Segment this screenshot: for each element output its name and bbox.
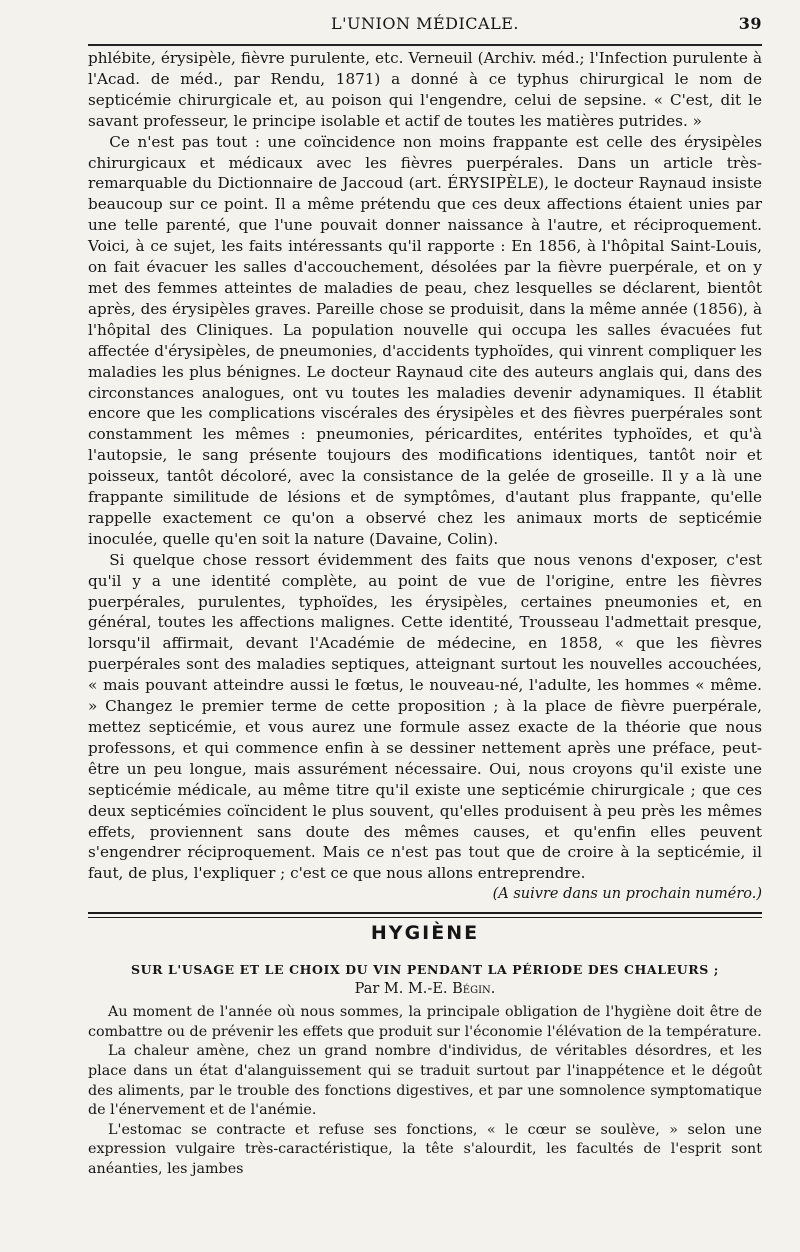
page-number: 39	[738, 14, 762, 33]
paragraph: Au moment de l'année où nous sommes, la principale obligation de l'hygiène doit être de combattre ou de prévenir les effets que produit sur l'économie l'élévation de la température.	[88, 1004, 762, 1040]
page-body	[88, 48, 762, 1180]
paragraph-continued: phlébite, érysipèle, fièvre purulente, etc. Verneuil (Archiv. méd.; l'Infection purulente à l'Acad. de méd., par Rendu, 1871) a donné à ce typhus chirurgical le nom de septicémie chirurgicale et, au poison qui l'engendre, celui de sepsine. « C'est, dit le savant professeur, le principe isolable et actif de toutes les matières putrides. »	[88, 49, 762, 130]
paragraph: La chaleur amène, chez un grand nombre d'individus, de véritables désordres, et les place dans un état d'alanguissement qui se traduit surtout par l'inappétence et le dégoût des aliments, par le trouble des fonctions digestives, et par une somnolence symptomatique de l'énervement et de l'anémie.	[88, 1043, 762, 1119]
article-title: SUR L'USAGE ET LE CHOIX DU VIN PENDANT LA PÉRIODE DES CHALEURS ;	[130, 962, 720, 978]
to-be-continued-note: (A suivre dans un prochain numéro.)	[492, 886, 762, 903]
running-header	[88, 14, 762, 40]
paragraph: L'estomac se contracte et refuse ses fonctions, « le cœur se soulève, » selon une expression vulgaire très-caractéristique, la tête s'alourdit, les facultés de l'esprit sont anéanties, les jambes	[88, 1121, 762, 1177]
section-heading: HYGIÈNE	[370, 922, 480, 945]
journal-title: L'UNION MÉDICALE.	[331, 14, 519, 33]
header-rule	[88, 44, 762, 46]
paragraph: Si quelque chose ressort évidemment des faits que nous venons d'exposer, c'est qu'il y a une identité complète, au point de vue de l'origine, entre les fièvres puerpérales, purulentes, typhoïdes, les érysipèles, certaines pneumonies et, en général, toutes les affections malignes. Cette identité, Trousseau l'admettait presque, lorsqu'il affirmait, devant l'Académie de médecine, en 1858, « que les fièvres puerpérales sont des maladies septiques, atteignant surtout les nouvelles accouchées, « mais pouvant atteindre aussi le fœtus, le nouveau-né, l'adulte, les hommes « même. » Changez le premier terme de cette proposition ; à la place de fièvre puerpérale, mettez septicémie, et vous aurez une formule assez exacte de la théorie que nous professons, et qui commence enfin à se dessiner nettement après une préface, peut-être un peu longue, mais assurément nécessaire. Oui, nous croyons qu'il existe une septicémie médicale, au même titre qu'il existe une septicémie chirurgicale ; que ces deux septicémies coïncident le plus souvent, qu'elles produisent à peu près les mêmes effets, proviennent sans doute des mêmes causes, et qu'enfin elles peuvent s'engendrer réciproquement. Mais ce n'est pas tout que de croire à la septicémie, il faut, de plus, l'expliquer ; c'est ce que nous allons entreprendre.	[88, 550, 762, 883]
article-body	[88, 1003, 762, 1179]
author-name: Bégin.	[452, 981, 496, 998]
byline-prefix: Par M. M.-E.	[354, 981, 453, 998]
byline	[88, 981, 762, 997]
paragraph: Ce n'est pas tout : une coïncidence non moins frappante est celle des érysipèles chirurgicaux et médicaux avec les fièvres puerpérales. Dans un article très-remarquable du Dictionnaire de Jaccoud (art. ÉRYSIPÈLE), le docteur Raynaud insiste beaucoup sur ce point. Il a même prétendu que ces deux affections étaient unies par une telle parenté, que l'une pouvait donner naissance à l'autre, et réciproquement. Voici, à ce sujet, les faits intéressants qu'il rapporte : En 1856, à l'hôpital Saint-Louis, on fait évacuer les salles d'accouchement, désolées par la fièvre puerpérale, et on y met des femmes atteintes de maladies de peau, chez lesquelles se déclarent, bientôt après, des érysipèles graves. Pareille chose se produisit, dans la même année (1856), à l'hôpital des Cliniques. La population nouvelle qui occupa les salles évacuées fut affectée d'érysipèles, de pneumonies, d'accidents typhoïdes, qui vinrent compliquer les maladies les plus bénignes. Le docteur Raynaud cite des auteurs anglais qui, dans des circonstances analogues, ont vu toutes les maladies devenir adynamiques. Il établit encore que les complications viscérales des érysipèles et des fièvres puerpérales sont constamment les mêmes : pneumonies, péricardites, entérites typhoïdes, et qu'à l'autopsie, le sang présente toujours des modifications identiques, tantôt noir et poisseux, tantôt décoloré, avec la consistance de la gelée de groseille. Il y a là une frappante similitude de lésions et de symptômes, d'autant plus frappante, qu'elle rappelle exactement ce qu'on a observé chez les animaux morts de septicémie inoculée, quelle qu'en soit la nature (Davaine, Colin).	[88, 132, 762, 548]
section-divider	[88, 910, 762, 920]
